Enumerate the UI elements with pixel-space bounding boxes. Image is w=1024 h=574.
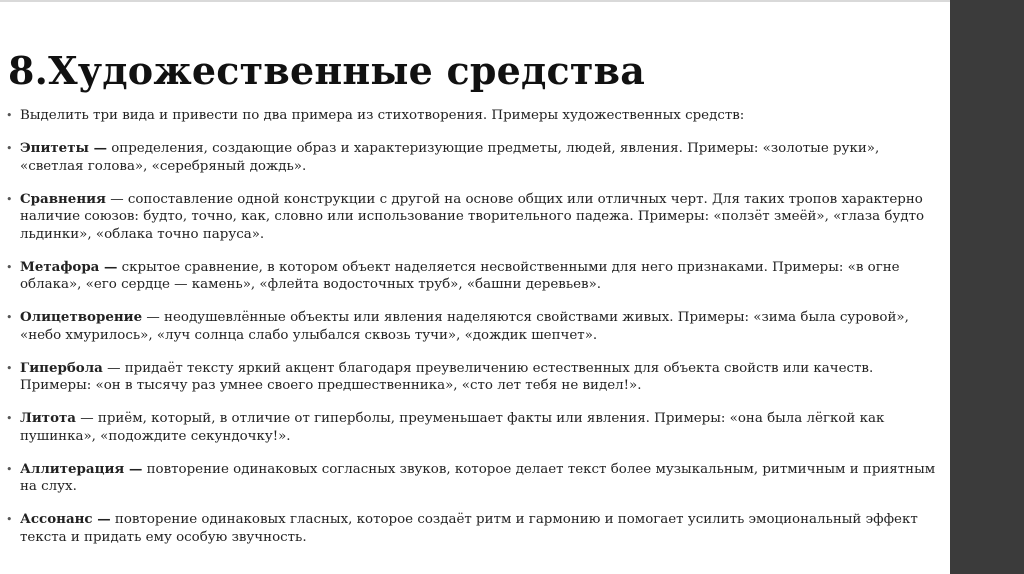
item-term: Аллитерация — bbox=[20, 460, 143, 477]
side-bar bbox=[950, 0, 1024, 574]
item-term: Ассонанс — bbox=[20, 511, 111, 527]
item-text: — приём, который, в отличие от гиперболы, преуменьшает факты или явления. Примеры: «она была лёгкой как пушинка», «подождите секундочку!». bbox=[20, 411, 885, 444]
item-term: Сравнения bbox=[20, 190, 106, 207]
list-item bbox=[6, 461, 946, 496]
bullet-icon: • bbox=[6, 260, 13, 274]
bullet-icon: • bbox=[6, 109, 13, 122]
item-term: Олицетворение bbox=[20, 309, 143, 325]
list-item bbox=[6, 309, 946, 344]
item-text: скрытое сравнение, в котором объект наделяется несвойственными для него признаками. Примеры: «в огне облака», «его сердце — камень», «флейта водосточных труб», «башни деревьев». bbox=[20, 259, 900, 292]
item-term: Эпитеты — bbox=[20, 140, 107, 156]
item-text: Выделить три вида и привести по два примера из стихотворения. Примеры художественных средств: bbox=[20, 108, 745, 123]
list-item bbox=[6, 410, 946, 445]
item-text: — придаёт тексту яркий акцент благодаря преувеличению естественных для объекта свойств или качеств. Примеры: «он в тысячу раз умнее своего предшественника», «сто лет тебя не видел!». bbox=[20, 360, 874, 393]
bullet-icon: • bbox=[6, 311, 13, 324]
bullet-icon: • bbox=[6, 142, 13, 155]
list-item bbox=[6, 191, 946, 244]
list-item bbox=[6, 107, 946, 125]
item-text: определения, создающие образ и характеризующие предметы, людей, явления. Примеры: «золотые руки», «светлая голова», «серебряный дождь». bbox=[20, 141, 880, 174]
bullet-icon: • bbox=[6, 192, 13, 206]
item-term: Метафора — bbox=[20, 258, 118, 275]
item-text: повторение одинаковых гласных, которое создаёт ритм и гармонию и помогает усилить эмоциональный эффект текста и придать ему особую звучность. bbox=[20, 512, 918, 545]
list-item bbox=[6, 259, 946, 294]
bullet-icon: • bbox=[6, 462, 13, 476]
slide-title: 8.Художественные средства bbox=[8, 48, 646, 93]
top-divider bbox=[0, 0, 950, 2]
item-text: повторение одинаковых согласных звуков, которое делает текст более музыкальным, ритмичным и приятным на слух. bbox=[20, 461, 936, 494]
list-item bbox=[6, 360, 946, 395]
list-item bbox=[6, 140, 946, 175]
bullet-icon: • bbox=[6, 513, 13, 526]
bullet-icon: • bbox=[6, 412, 13, 425]
item-text: — неодушевлённые объекты или явления наделяются свойствами живых. Примеры: «зима была суровой», «небо хмурилось», «луч солнца слабо улыбался сквозь тучи», «дождик шепчет». bbox=[20, 310, 909, 343]
item-term: Гипербола bbox=[20, 359, 103, 376]
item-text: — сопоставление одной конструкции с другой на основе общих или отличных черт. Для таких тропов характерно наличие союзов: будто, точно, как, словно или использование творительного падежа. Примеры: «ползёт змеёй», «глаза будто льдинки», «облака точно паруса». bbox=[20, 191, 925, 242]
bullet-icon: • bbox=[6, 361, 13, 375]
list-item bbox=[6, 511, 946, 546]
content-list bbox=[6, 107, 946, 562]
item-term: Литота bbox=[20, 410, 76, 426]
